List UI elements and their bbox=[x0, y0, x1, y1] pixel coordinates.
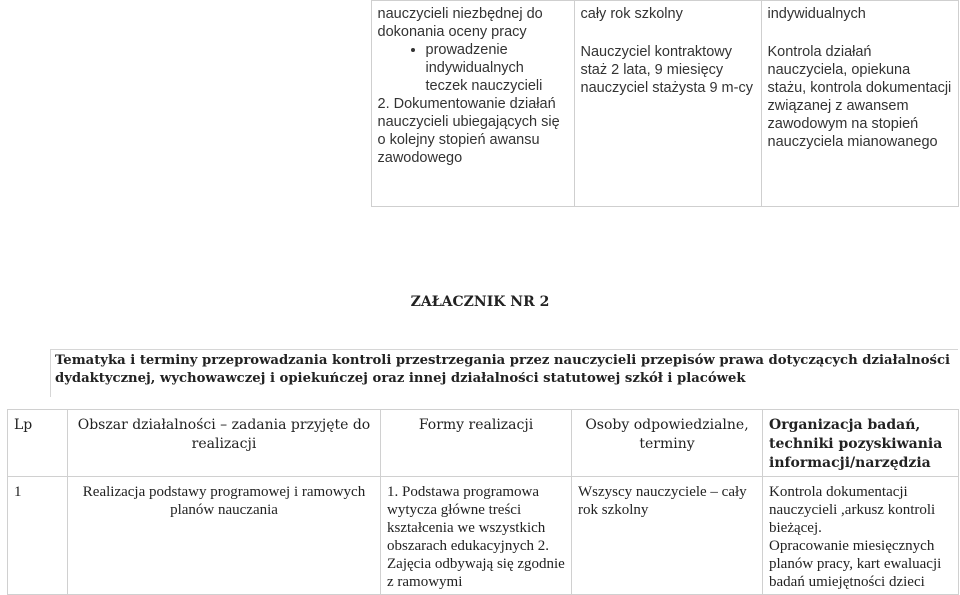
organization-item-2: Opracowanie miesięcznych planów pracy, kart ewaluacji badań umiejętności dzieci bbox=[769, 538, 942, 590]
table-row bbox=[8, 477, 959, 595]
cell-area: Realizacja podstawy programowej i ramowych planów nauczania bbox=[68, 477, 381, 595]
header-persons: Osoby odpowiedzialne, terminy bbox=[572, 410, 763, 477]
task-text: nauczycieli niezbędnej do dokonania oceny pracy bbox=[377, 6, 543, 40]
table-row bbox=[7, 1, 958, 207]
header-forms: Formy realizacji bbox=[381, 410, 572, 477]
header-row bbox=[8, 410, 959, 477]
task-cell bbox=[371, 1, 574, 207]
cell-persons: Wszyscy nauczyciele – cały rok szkolny bbox=[572, 477, 763, 595]
bullet-item: • prowadzenie indywidualnych teczek nauczycieli bbox=[426, 41, 568, 95]
terms-cell bbox=[574, 1, 761, 207]
control-cell bbox=[761, 1, 958, 207]
terms-detail: Nauczyciel kontraktowy staż 2 lata, 9 miesięcy nauczyciel stażysta 9 m-cy bbox=[580, 44, 753, 96]
header-organization: Organizacja badań, techniki pozyskiwania informacji/narzędzia bbox=[763, 410, 959, 477]
header-area: Obszar działalności – zadania przyjęte do realizacji bbox=[68, 410, 381, 477]
header-lp: Lp bbox=[8, 410, 68, 477]
bullet-list bbox=[378, 41, 568, 95]
terms-text: cały rok szkolny bbox=[580, 6, 683, 22]
control-text: indywidualnych bbox=[767, 6, 866, 22]
attachment-title: ZAŁACZNIK NR 2 bbox=[410, 294, 550, 310]
cell-organization bbox=[763, 477, 959, 595]
cell-lp: 1 bbox=[8, 477, 68, 595]
empty-cell bbox=[7, 1, 371, 207]
control-detail: Kontrola działań nauczyciela, opiekuna stażu, kontrola dokumentacji związanej z awansem zawodowym na stopień nauczyciela mianowanego bbox=[767, 44, 952, 150]
organization-item-1: Kontrola dokumentacji nauczycieli ,arkusz kontroli bieżącej. bbox=[769, 484, 936, 536]
control-schedule-table bbox=[7, 409, 959, 595]
continuation-table bbox=[7, 0, 959, 207]
cell-forms: 1. Podstawa programowa wytycza główne treści kształcenia we wszystkich obszarach edukacyjnych 2. Zajęcia odbywają się zgodnie z ramowymi bbox=[381, 477, 572, 595]
section-heading: Tematyka i terminy przeprowadzania kontroli przestrzegania przez nauczycieli przepisów prawa dotyczących działalności dydaktycznej, wychowawczej i opiekuńczej oraz innej działalności statutowej szkół i placówek bbox=[50, 349, 958, 397]
task-item-2: 2. Dokumentowanie działań nauczycieli ubiegających się o kolejny stopień awansu zawodowego bbox=[377, 96, 560, 166]
